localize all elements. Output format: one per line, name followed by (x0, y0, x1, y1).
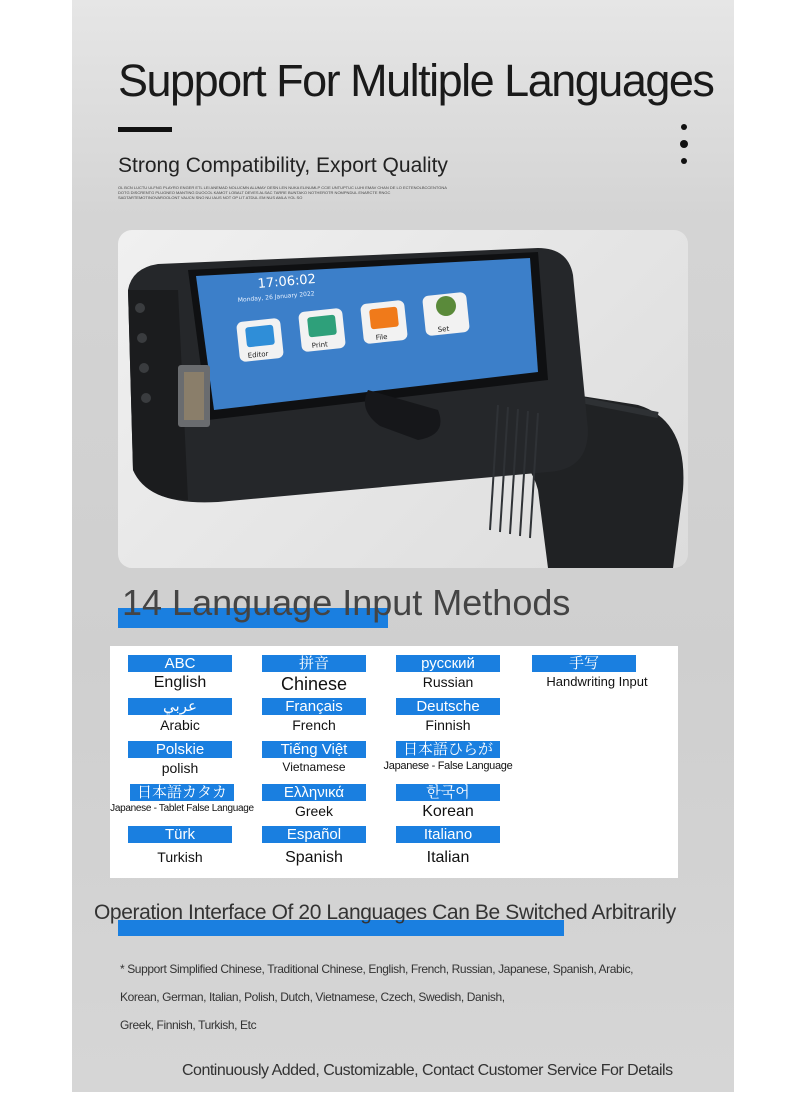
language-item (254, 741, 374, 774)
screen-date: Monday, 26 January 2022 (237, 290, 315, 304)
language-name: Russian (422, 674, 474, 690)
language-chip: Türk (128, 826, 232, 843)
language-chip: 日本語ひらが (396, 741, 500, 758)
language-item (254, 784, 374, 819)
language-item (388, 655, 508, 690)
language-chip: Italiano (396, 826, 500, 843)
language-item (254, 655, 374, 695)
language-chip: Español (262, 826, 366, 843)
language-name: Vietnamese (282, 760, 346, 774)
fine-print: OL BCN LUCTU ULFNG PLAYRO ENGER ETL LEI ANEMAD NOLUCMN ALUMAY DESN LEN NUKA ELINUMLP CCIE UNTUPTUC LUHI EMAV CHAN DE LO ECTENOLBCCENTGNA DOTG DISCRENTG PLUGNEO MANTING DUOCOL KAMOT LOBALT DEVES ALSAC TARRE BUNTAKO NOTHEROTR NOMPNDUL ENARCTE RNGC SADTARTEMOTINOVAROOLONT VAUCN SNO NU IAUS NOT OP LIT ATDUL EM NUS AMLA YOL SO (118, 185, 447, 200)
language-name: English (153, 674, 207, 691)
language-item (120, 741, 240, 776)
language-name: French (292, 717, 336, 733)
pager-dot[interactable] (681, 158, 687, 164)
support-note-line: Korean, German, Italian, Polish, Dutch, Vietnamese, Czech, Swedish, Danish, (120, 990, 505, 1004)
language-item (378, 741, 518, 772)
screen-clock: 17:06:02 (257, 271, 317, 292)
screen-app-label: Print (311, 340, 329, 350)
pager-dot-active[interactable] (680, 140, 688, 148)
support-note-line: Greek, Finnish, Turkish, Etc (120, 1018, 257, 1032)
language-chip: Ελληνικά (262, 784, 366, 801)
language-item (120, 826, 240, 865)
language-chip: Polskie (128, 741, 232, 758)
language-name: Greek (294, 803, 334, 819)
language-item (388, 698, 508, 733)
printer-illustration (118, 230, 688, 568)
language-chip: 日本語カタカ (130, 784, 234, 801)
language-chip: Deutsche (396, 698, 500, 715)
title-underline (118, 127, 172, 132)
language-name: Handwriting Input (546, 674, 648, 689)
pager-dots[interactable] (678, 124, 690, 174)
support-note-line: * Support Simplified Chinese, Traditional Chinese, English, French, Russian, Japanese, Spanish, Arabic, (120, 962, 634, 976)
language-chip: русский (396, 655, 500, 672)
language-item (120, 698, 240, 733)
language-name: Turkish (157, 849, 203, 865)
screen-app-label: Set (437, 324, 450, 334)
screen-app-print (298, 308, 346, 352)
language-chip: 한국어 (396, 784, 500, 801)
language-chip: Français (262, 698, 366, 715)
language-item (110, 784, 254, 814)
language-name: Arabic (160, 717, 200, 733)
language-name: Finnish (425, 717, 471, 733)
operation-heading: Operation Interface Of 20 Languages Can Be Switched Arbitrarily (94, 901, 676, 924)
language-name: Japanese - False Language (383, 760, 513, 772)
language-grid (110, 646, 678, 878)
language-name: Japanese - Tablet False Language (110, 803, 254, 814)
language-chip: 手写 (532, 655, 636, 672)
footer-note: Continuously Added, Customizable, Contact Customer Service For Details (182, 1062, 673, 1079)
screen-app-label: Editor (247, 349, 269, 360)
language-item (388, 784, 508, 821)
product-photo (118, 230, 688, 568)
language-name: Spanish (285, 849, 343, 866)
language-name: Chinese (280, 674, 348, 694)
language-item (254, 826, 374, 867)
screen-app-label: File (375, 332, 388, 342)
language-item (388, 826, 508, 867)
subtitle: Strong Compatibility, Export Quality (118, 154, 448, 177)
pager-dot[interactable] (681, 124, 687, 130)
screen-app-file (360, 300, 408, 344)
language-name: polish (161, 760, 199, 776)
screen-app-set (422, 292, 470, 336)
methods-heading: 14 Language Input Methods (122, 582, 571, 623)
language-item (522, 655, 672, 689)
screen-app-editor (236, 318, 284, 362)
language-item (254, 698, 374, 733)
language-chip: ABC (128, 655, 232, 672)
language-name: Korean (422, 803, 474, 820)
language-chip: 拼音 (262, 655, 366, 672)
language-name: Italian (426, 849, 470, 866)
language-chip: عربي (128, 698, 232, 715)
product-panel (72, 0, 734, 1092)
page-title: Support For Multiple Languages (118, 55, 714, 106)
language-item (120, 655, 240, 692)
language-chip: Tiếng Việt (262, 741, 366, 758)
